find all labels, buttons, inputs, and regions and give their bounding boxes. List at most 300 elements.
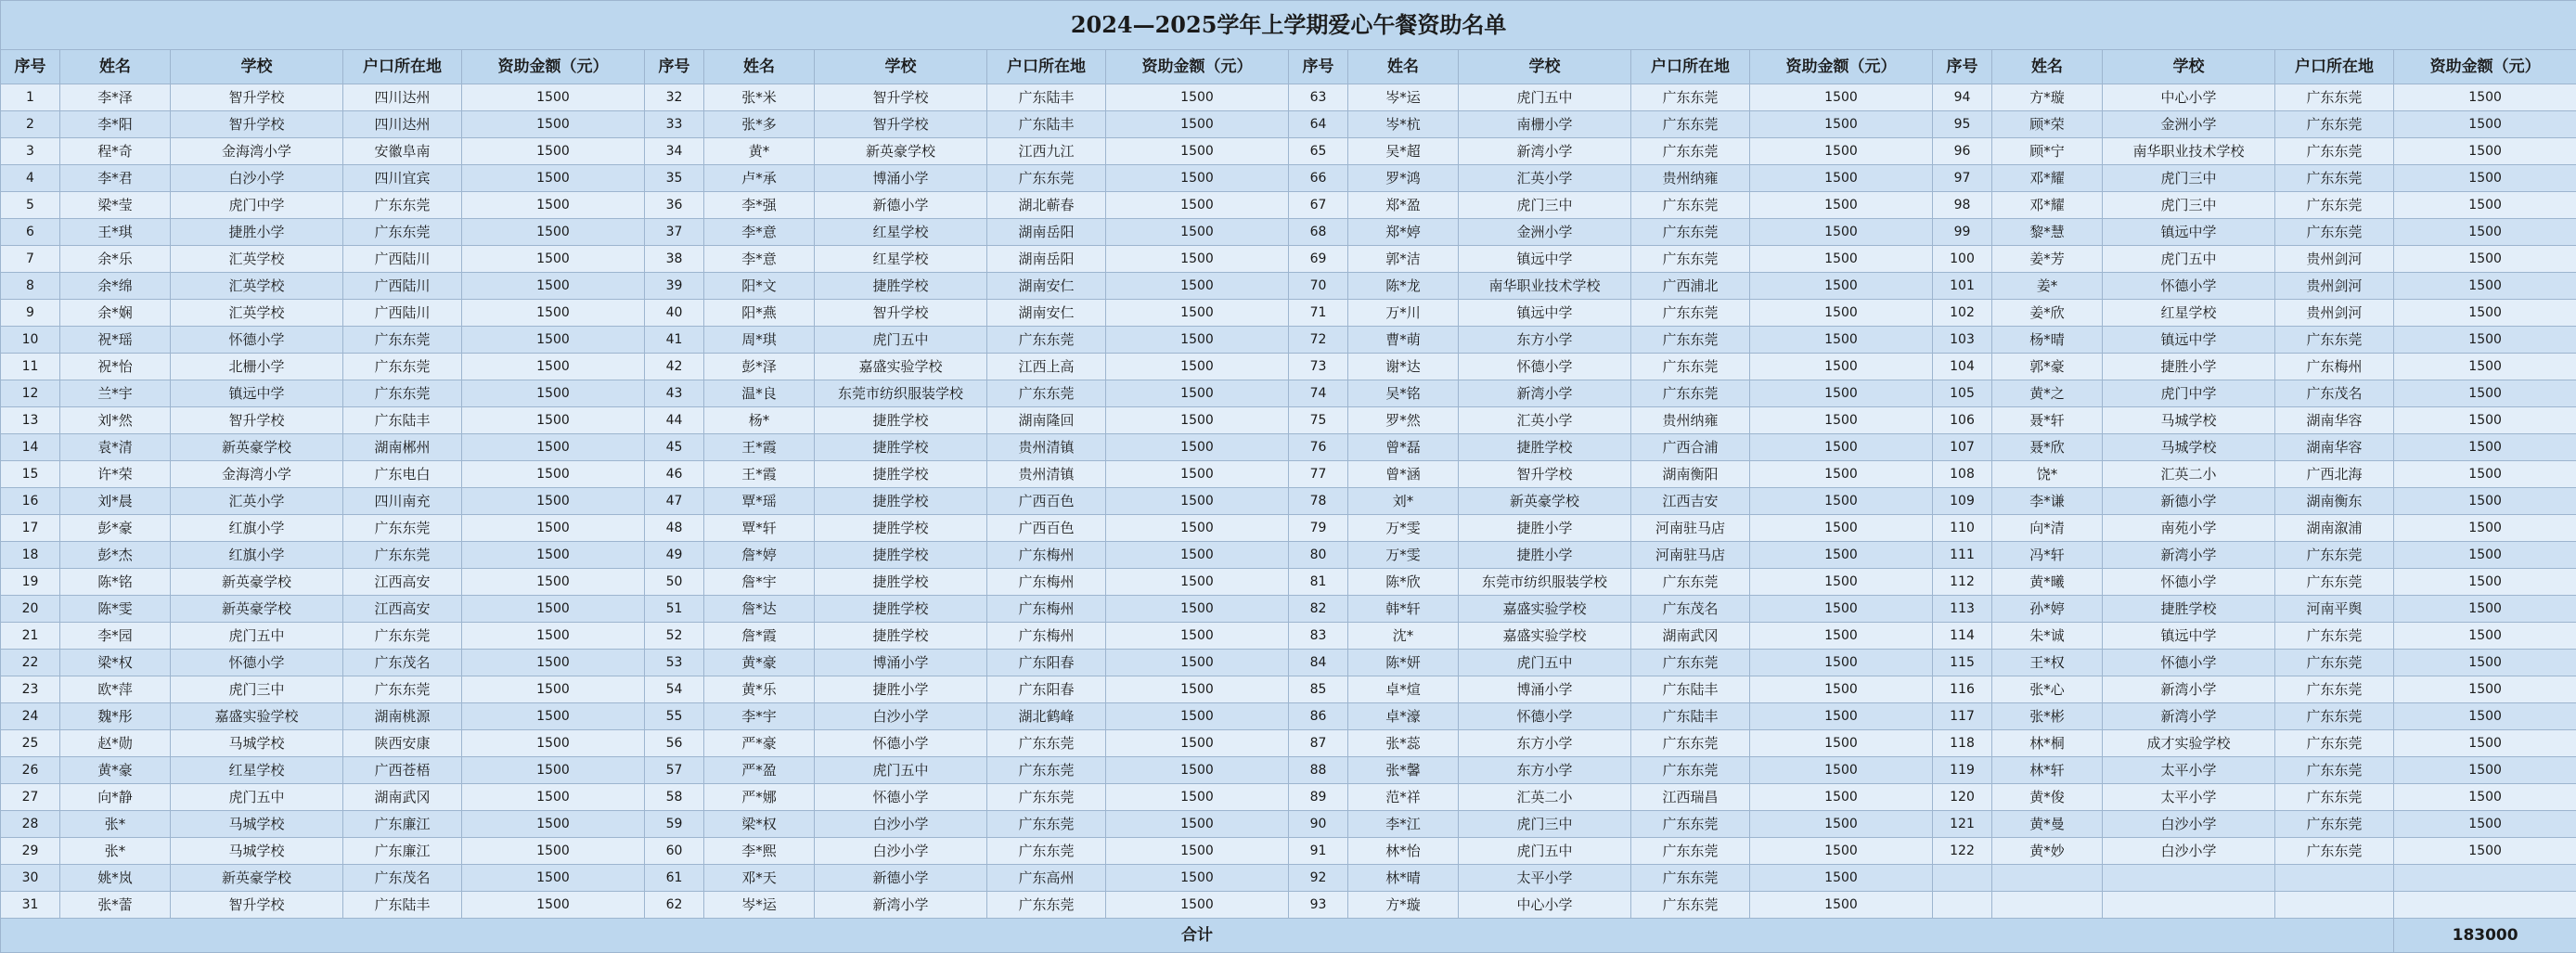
cell-school[interactable]: 捷胜学校 [1459, 434, 1631, 461]
cell-hometown[interactable]: 湖南隆回 [987, 407, 1106, 434]
cell-school[interactable]: 马城学校 [2103, 407, 2275, 434]
cell-amount[interactable]: 1500 [1106, 650, 1289, 676]
cell-amount[interactable]: 1500 [1106, 407, 1289, 434]
cell-hometown[interactable]: 广东东莞 [2275, 703, 2394, 730]
cell-school[interactable]: 金洲小学 [2103, 111, 2275, 138]
cell-name[interactable]: 聂*轩 [1992, 407, 2103, 434]
cell-hometown[interactable]: 广东东莞 [1631, 111, 1750, 138]
cell-amount[interactable]: 1500 [1750, 434, 1933, 461]
cell-school[interactable]: 新英豪学校 [815, 138, 987, 165]
cell-name[interactable]: 梁*莹 [60, 192, 171, 219]
cell-amount[interactable]: 1500 [1106, 784, 1289, 811]
cell-hometown[interactable]: 广东阳春 [987, 650, 1106, 676]
cell-index[interactable]: 53 [645, 650, 704, 676]
cell-name[interactable]: 邓*耀 [1992, 165, 2103, 192]
cell-hometown[interactable]: 广东东莞 [2275, 650, 2394, 676]
cell-index[interactable]: 3 [1, 138, 60, 165]
cell-school[interactable]: 镇远中学 [2103, 623, 2275, 650]
cell-school[interactable]: 虎门五中 [815, 327, 987, 354]
cell-name[interactable]: 余*乐 [60, 246, 171, 273]
cell-school[interactable]: 汇英小学 [171, 488, 343, 515]
cell-name[interactable]: 李*阳 [60, 111, 171, 138]
cell-name[interactable]: 黄*之 [1992, 380, 2103, 407]
cell-index[interactable]: 95 [1933, 111, 1992, 138]
cell-name[interactable]: 詹*霞 [704, 623, 815, 650]
cell-name[interactable]: 姜*芳 [1992, 246, 2103, 273]
cell-amount[interactable]: 1500 [2394, 730, 2576, 757]
cell-hometown[interactable]: 河南驻马店 [1631, 542, 1750, 569]
cell-amount[interactable]: 1500 [1106, 488, 1289, 515]
cell-school[interactable]: 虎门五中 [171, 784, 343, 811]
cell-school[interactable]: 博涌小学 [815, 165, 987, 192]
cell-name[interactable]: 刘* [1348, 488, 1459, 515]
cell-hometown[interactable]: 贵州清镇 [987, 434, 1106, 461]
cell-amount[interactable]: 1500 [2394, 515, 2576, 542]
cell-name[interactable]: 许*荣 [60, 461, 171, 488]
cell-index[interactable]: 68 [1289, 219, 1348, 246]
cell-index[interactable]: 100 [1933, 246, 1992, 273]
cell-index[interactable]: 45 [645, 434, 704, 461]
cell-index[interactable] [1933, 865, 1992, 892]
cell-school[interactable]: 捷胜小学 [815, 676, 987, 703]
cell-school[interactable]: 智升学校 [171, 407, 343, 434]
cell-index[interactable]: 36 [645, 192, 704, 219]
cell-index[interactable]: 67 [1289, 192, 1348, 219]
cell-name[interactable]: 李*园 [60, 623, 171, 650]
cell-amount[interactable]: 1500 [462, 542, 645, 569]
cell-amount[interactable]: 1500 [1750, 623, 1933, 650]
cell-name[interactable]: 朱*诚 [1992, 623, 2103, 650]
cell-amount[interactable]: 1500 [2394, 246, 2576, 273]
cell-amount[interactable]: 1500 [462, 407, 645, 434]
cell-hometown[interactable]: 广东东莞 [987, 730, 1106, 757]
cell-name[interactable]: 方*璇 [1992, 84, 2103, 111]
cell-hometown[interactable]: 广东东莞 [2275, 192, 2394, 219]
cell-name[interactable]: 严*豪 [704, 730, 815, 757]
cell-amount[interactable]: 1500 [1106, 676, 1289, 703]
cell-name[interactable]: 程*奇 [60, 138, 171, 165]
cell-amount[interactable]: 1500 [1106, 461, 1289, 488]
cell-amount[interactable]: 1500 [462, 784, 645, 811]
cell-index[interactable]: 63 [1289, 84, 1348, 111]
cell-amount[interactable]: 1500 [2394, 650, 2576, 676]
cell-name[interactable]: 李*宇 [704, 703, 815, 730]
cell-amount[interactable]: 1500 [462, 730, 645, 757]
cell-index[interactable]: 30 [1, 865, 60, 892]
cell-index[interactable]: 120 [1933, 784, 1992, 811]
cell-amount[interactable]: 1500 [2394, 300, 2576, 327]
cell-index[interactable]: 31 [1, 892, 60, 919]
cell-amount[interactable]: 1500 [2394, 811, 2576, 838]
cell-amount[interactable]: 1500 [1106, 730, 1289, 757]
cell-name[interactable]: 严*娜 [704, 784, 815, 811]
cell-amount[interactable]: 1500 [462, 380, 645, 407]
cell-hometown[interactable]: 广东东莞 [987, 838, 1106, 865]
cell-school[interactable]: 太平小学 [2103, 784, 2275, 811]
cell-index[interactable]: 74 [1289, 380, 1348, 407]
cell-amount[interactable]: 1500 [462, 138, 645, 165]
cell-school[interactable]: 南苑小学 [2103, 515, 2275, 542]
cell-hometown[interactable]: 江西吉安 [1631, 488, 1750, 515]
cell-hometown[interactable]: 广东东莞 [1631, 892, 1750, 919]
cell-index[interactable]: 29 [1, 838, 60, 865]
cell-hometown[interactable]: 广西陆川 [343, 246, 462, 273]
cell-school[interactable] [2103, 865, 2275, 892]
cell-index[interactable]: 107 [1933, 434, 1992, 461]
cell-name[interactable]: 严*盈 [704, 757, 815, 784]
cell-school[interactable]: 智升学校 [171, 111, 343, 138]
cell-amount[interactable]: 1500 [1750, 676, 1933, 703]
cell-hometown[interactable]: 广东陆丰 [987, 84, 1106, 111]
cell-amount[interactable]: 1500 [2394, 676, 2576, 703]
cell-hometown[interactable]: 广东东莞 [2275, 623, 2394, 650]
cell-hometown[interactable]: 贵州清镇 [987, 461, 1106, 488]
cell-index[interactable]: 60 [645, 838, 704, 865]
cell-school[interactable]: 智升学校 [815, 84, 987, 111]
cell-name[interactable]: 赵*勋 [60, 730, 171, 757]
cell-hometown[interactable]: 广东陆丰 [343, 892, 462, 919]
cell-amount[interactable]: 1500 [1106, 757, 1289, 784]
cell-index[interactable]: 52 [645, 623, 704, 650]
cell-name[interactable]: 陈*妍 [1348, 650, 1459, 676]
cell-name[interactable]: 罗*鸿 [1348, 165, 1459, 192]
cell-school[interactable]: 怀德小学 [1459, 354, 1631, 380]
cell-amount[interactable]: 1500 [462, 461, 645, 488]
cell-name[interactable]: 刘*然 [60, 407, 171, 434]
cell-hometown[interactable]: 湖北鹤峰 [987, 703, 1106, 730]
cell-index[interactable]: 55 [645, 703, 704, 730]
cell-amount[interactable]: 1500 [1106, 542, 1289, 569]
cell-index[interactable]: 66 [1289, 165, 1348, 192]
cell-school[interactable]: 怀德小学 [815, 784, 987, 811]
cell-index[interactable]: 17 [1, 515, 60, 542]
cell-name[interactable]: 祝*瑶 [60, 327, 171, 354]
cell-hometown[interactable]: 湖南郴州 [343, 434, 462, 461]
cell-school[interactable]: 捷胜学校 [815, 488, 987, 515]
cell-school[interactable]: 新湾小学 [2103, 703, 2275, 730]
cell-hometown[interactable]: 广西百色 [987, 488, 1106, 515]
cell-hometown[interactable]: 湖南安仁 [987, 300, 1106, 327]
cell-hometown[interactable]: 广东陆丰 [987, 111, 1106, 138]
cell-index[interactable]: 113 [1933, 596, 1992, 623]
cell-index[interactable]: 9 [1, 300, 60, 327]
cell-index[interactable]: 22 [1, 650, 60, 676]
cell-hometown[interactable]: 广东东莞 [343, 219, 462, 246]
cell-school[interactable]: 马城学校 [171, 838, 343, 865]
cell-amount[interactable]: 1500 [1106, 327, 1289, 354]
cell-name[interactable]: 曹*萌 [1348, 327, 1459, 354]
cell-amount[interactable]: 1500 [2394, 623, 2576, 650]
cell-name[interactable]: 覃*瑶 [704, 488, 815, 515]
cell-school[interactable]: 马城学校 [171, 811, 343, 838]
cell-hometown[interactable]: 广东东莞 [343, 623, 462, 650]
cell-index[interactable]: 33 [645, 111, 704, 138]
cell-index[interactable]: 112 [1933, 569, 1992, 596]
cell-school[interactable]: 白沙小学 [815, 703, 987, 730]
cell-index[interactable]: 93 [1289, 892, 1348, 919]
cell-index[interactable]: 57 [645, 757, 704, 784]
cell-index[interactable]: 12 [1, 380, 60, 407]
cell-index[interactable]: 91 [1289, 838, 1348, 865]
cell-index[interactable]: 115 [1933, 650, 1992, 676]
cell-amount[interactable]: 1500 [1106, 380, 1289, 407]
cell-hometown[interactable]: 湖南华容 [2275, 434, 2394, 461]
cell-school[interactable]: 镇远中学 [1459, 246, 1631, 273]
cell-hometown[interactable]: 广东东莞 [1631, 811, 1750, 838]
cell-hometown[interactable]: 广西百色 [987, 515, 1106, 542]
cell-index[interactable]: 28 [1, 811, 60, 838]
cell-amount[interactable]: 1500 [462, 650, 645, 676]
cell-amount[interactable]: 1500 [462, 246, 645, 273]
cell-amount[interactable]: 1500 [2394, 327, 2576, 354]
cell-index[interactable]: 109 [1933, 488, 1992, 515]
cell-name[interactable]: 彭*泽 [704, 354, 815, 380]
cell-name[interactable]: 冯*轩 [1992, 542, 2103, 569]
cell-index[interactable]: 58 [645, 784, 704, 811]
cell-name[interactable]: 王*霞 [704, 434, 815, 461]
cell-index[interactable]: 118 [1933, 730, 1992, 757]
cell-hometown[interactable]: 广东东莞 [2275, 811, 2394, 838]
cell-name[interactable]: 张*蕊 [1348, 730, 1459, 757]
cell-hometown[interactable]: 广东东莞 [1631, 300, 1750, 327]
cell-amount[interactable]: 1500 [462, 327, 645, 354]
cell-index[interactable]: 78 [1289, 488, 1348, 515]
cell-hometown[interactable]: 江西上高 [987, 354, 1106, 380]
cell-school[interactable]: 捷胜小学 [1459, 542, 1631, 569]
cell-amount[interactable]: 1500 [1750, 354, 1933, 380]
cell-name[interactable]: 郭*洁 [1348, 246, 1459, 273]
cell-hometown[interactable]: 广东东莞 [1631, 84, 1750, 111]
cell-amount[interactable]: 1500 [1106, 246, 1289, 273]
cell-hometown[interactable]: 湖南安仁 [987, 273, 1106, 300]
cell-hometown[interactable]: 广东高州 [987, 865, 1106, 892]
cell-school[interactable]: 东方小学 [1459, 757, 1631, 784]
cell-school[interactable]: 东方小学 [1459, 730, 1631, 757]
cell-index[interactable]: 71 [1289, 300, 1348, 327]
cell-amount[interactable]: 1500 [1750, 569, 1933, 596]
cell-index[interactable]: 38 [645, 246, 704, 273]
cell-school[interactable]: 怀德小学 [171, 327, 343, 354]
cell-index[interactable]: 4 [1, 165, 60, 192]
cell-hometown[interactable]: 江西高安 [343, 596, 462, 623]
cell-school[interactable]: 虎门五中 [1459, 84, 1631, 111]
cell-amount[interactable] [2394, 865, 2576, 892]
cell-amount[interactable]: 1500 [1106, 811, 1289, 838]
cell-amount[interactable]: 1500 [1750, 892, 1933, 919]
cell-hometown[interactable] [2275, 892, 2394, 919]
cell-amount[interactable]: 1500 [2394, 569, 2576, 596]
cell-hometown[interactable]: 湖南溆浦 [2275, 515, 2394, 542]
cell-amount[interactable]: 1500 [1106, 84, 1289, 111]
cell-school[interactable]: 成才实验学校 [2103, 730, 2275, 757]
cell-school[interactable]: 捷胜学校 [815, 407, 987, 434]
cell-index[interactable]: 85 [1289, 676, 1348, 703]
cell-hometown[interactable]: 广东东莞 [343, 515, 462, 542]
cell-amount[interactable]: 1500 [1106, 219, 1289, 246]
cell-index[interactable]: 75 [1289, 407, 1348, 434]
cell-name[interactable]: 覃*轩 [704, 515, 815, 542]
cell-school[interactable]: 红星学校 [2103, 300, 2275, 327]
cell-index[interactable]: 102 [1933, 300, 1992, 327]
cell-hometown[interactable]: 广东东莞 [2275, 111, 2394, 138]
total-label[interactable]: 合计 [1, 919, 2394, 953]
cell-index[interactable]: 48 [645, 515, 704, 542]
cell-name[interactable]: 黄*俊 [1992, 784, 2103, 811]
cell-amount[interactable]: 1500 [462, 811, 645, 838]
cell-school[interactable]: 东莞市纺织服装学校 [1459, 569, 1631, 596]
cell-hometown[interactable]: 广东东莞 [1631, 354, 1750, 380]
cell-hometown[interactable]: 广东东莞 [2275, 569, 2394, 596]
cell-amount[interactable]: 1500 [462, 676, 645, 703]
cell-school[interactable]: 虎门五中 [1459, 838, 1631, 865]
cell-index[interactable]: 7 [1, 246, 60, 273]
cell-hometown[interactable]: 广东东莞 [1631, 219, 1750, 246]
cell-hometown[interactable]: 贵州剑河 [2275, 300, 2394, 327]
cell-school[interactable]: 南华职业技术学校 [1459, 273, 1631, 300]
cell-index[interactable]: 34 [645, 138, 704, 165]
cell-hometown[interactable]: 广东东莞 [1631, 757, 1750, 784]
cell-hometown[interactable]: 广东东莞 [987, 784, 1106, 811]
cell-index[interactable]: 103 [1933, 327, 1992, 354]
cell-amount[interactable]: 1500 [462, 111, 645, 138]
cell-name[interactable]: 陈*欣 [1348, 569, 1459, 596]
cell-amount[interactable]: 1500 [1750, 84, 1933, 111]
cell-hometown[interactable]: 湖南岳阳 [987, 219, 1106, 246]
cell-name[interactable]: 岑*运 [704, 892, 815, 919]
cell-name[interactable]: 沈* [1348, 623, 1459, 650]
cell-school[interactable]: 虎门五中 [2103, 246, 2275, 273]
cell-hometown[interactable]: 广东东莞 [1631, 380, 1750, 407]
cell-school[interactable]: 捷胜学校 [815, 434, 987, 461]
cell-index[interactable]: 70 [1289, 273, 1348, 300]
cell-hometown[interactable]: 广东梅州 [987, 623, 1106, 650]
cell-name[interactable]: 王*霞 [704, 461, 815, 488]
cell-school[interactable]: 虎门三中 [1459, 192, 1631, 219]
cell-school[interactable]: 太平小学 [2103, 757, 2275, 784]
cell-hometown[interactable]: 广西北海 [2275, 461, 2394, 488]
cell-index[interactable]: 72 [1289, 327, 1348, 354]
cell-index[interactable]: 49 [645, 542, 704, 569]
cell-hometown[interactable]: 广东东莞 [2275, 165, 2394, 192]
cell-index[interactable]: 59 [645, 811, 704, 838]
cell-school[interactable]: 汇英学校 [171, 300, 343, 327]
cell-amount[interactable]: 1500 [2394, 838, 2576, 865]
cell-name[interactable]: 阳*燕 [704, 300, 815, 327]
cell-name[interactable]: 张*馨 [1348, 757, 1459, 784]
cell-school[interactable]: 怀德小学 [2103, 569, 2275, 596]
cell-amount[interactable]: 1500 [462, 757, 645, 784]
cell-amount[interactable]: 1500 [1750, 219, 1933, 246]
cell-hometown[interactable]: 湖北蕲春 [987, 192, 1106, 219]
cell-index[interactable]: 10 [1, 327, 60, 354]
cell-amount[interactable]: 1500 [1106, 569, 1289, 596]
cell-amount[interactable]: 1500 [462, 838, 645, 865]
cell-index[interactable]: 37 [645, 219, 704, 246]
cell-amount[interactable]: 1500 [2394, 461, 2576, 488]
cell-amount[interactable]: 1500 [462, 703, 645, 730]
cell-school[interactable]: 马城学校 [2103, 434, 2275, 461]
cell-index[interactable]: 35 [645, 165, 704, 192]
cell-hometown[interactable]: 广东东莞 [1631, 865, 1750, 892]
cell-hometown[interactable]: 广东东莞 [2275, 84, 2394, 111]
cell-index[interactable]: 116 [1933, 676, 1992, 703]
cell-amount[interactable]: 1500 [462, 300, 645, 327]
cell-school[interactable]: 捷胜学校 [815, 461, 987, 488]
cell-amount[interactable]: 1500 [1750, 784, 1933, 811]
cell-amount[interactable]: 1500 [462, 434, 645, 461]
cell-name[interactable]: 梁*权 [60, 650, 171, 676]
cell-school[interactable]: 智升学校 [171, 84, 343, 111]
cell-school[interactable]: 新英豪学校 [171, 865, 343, 892]
cell-index[interactable]: 39 [645, 273, 704, 300]
cell-name[interactable]: 张*蕾 [60, 892, 171, 919]
cell-school[interactable]: 嘉盛实验学校 [1459, 623, 1631, 650]
cell-name[interactable]: 袁*清 [60, 434, 171, 461]
cell-school[interactable]: 虎门中学 [2103, 380, 2275, 407]
cell-hometown[interactable]: 广东电白 [343, 461, 462, 488]
cell-hometown[interactable]: 湖南武冈 [343, 784, 462, 811]
cell-index[interactable]: 97 [1933, 165, 1992, 192]
cell-amount[interactable]: 1500 [2394, 542, 2576, 569]
cell-school[interactable]: 马城学校 [171, 730, 343, 757]
cell-index[interactable]: 101 [1933, 273, 1992, 300]
cell-name[interactable]: 聂*欣 [1992, 434, 2103, 461]
cell-name[interactable] [1992, 865, 2103, 892]
cell-hometown[interactable]: 广东东莞 [1631, 569, 1750, 596]
cell-index[interactable]: 89 [1289, 784, 1348, 811]
cell-name[interactable]: 张*彬 [1992, 703, 2103, 730]
cell-name[interactable]: 张* [60, 811, 171, 838]
cell-school[interactable]: 红星学校 [815, 219, 987, 246]
cell-hometown[interactable]: 广东东莞 [343, 354, 462, 380]
cell-amount[interactable]: 1500 [2394, 273, 2576, 300]
cell-name[interactable]: 陈*铭 [60, 569, 171, 596]
cell-school[interactable] [2103, 892, 2275, 919]
cell-index[interactable]: 15 [1, 461, 60, 488]
cell-school[interactable]: 虎门五中 [815, 757, 987, 784]
cell-hometown[interactable]: 陕西安康 [343, 730, 462, 757]
cell-school[interactable]: 新英豪学校 [171, 596, 343, 623]
cell-school[interactable]: 汇英小学 [1459, 165, 1631, 192]
cell-school[interactable]: 汇英学校 [171, 273, 343, 300]
cell-school[interactable]: 博涌小学 [1459, 676, 1631, 703]
cell-index[interactable]: 56 [645, 730, 704, 757]
cell-amount[interactable]: 1500 [1750, 488, 1933, 515]
cell-index[interactable]: 40 [645, 300, 704, 327]
cell-school[interactable]: 捷胜小学 [2103, 354, 2275, 380]
cell-amount[interactable]: 1500 [1750, 811, 1933, 838]
cell-hometown[interactable]: 安徽阜南 [343, 138, 462, 165]
cell-school[interactable]: 新湾小学 [1459, 380, 1631, 407]
cell-name[interactable]: 范*祥 [1348, 784, 1459, 811]
cell-school[interactable]: 嘉盛实验学校 [171, 703, 343, 730]
cell-name[interactable]: 卓*煊 [1348, 676, 1459, 703]
cell-index[interactable]: 25 [1, 730, 60, 757]
cell-amount[interactable]: 1500 [2394, 596, 2576, 623]
cell-index[interactable]: 83 [1289, 623, 1348, 650]
cell-hometown[interactable]: 广东东莞 [2275, 757, 2394, 784]
cell-amount[interactable]: 1500 [1750, 865, 1933, 892]
cell-amount[interactable]: 1500 [1750, 703, 1933, 730]
cell-school[interactable]: 虎门五中 [1459, 650, 1631, 676]
cell-school[interactable]: 捷胜学校 [815, 515, 987, 542]
cell-hometown[interactable]: 湖南桃源 [343, 703, 462, 730]
cell-school[interactable]: 新英豪学校 [171, 434, 343, 461]
cell-index[interactable]: 65 [1289, 138, 1348, 165]
cell-index[interactable]: 104 [1933, 354, 1992, 380]
cell-name[interactable]: 张*米 [704, 84, 815, 111]
cell-hometown[interactable]: 广东梅州 [987, 596, 1106, 623]
